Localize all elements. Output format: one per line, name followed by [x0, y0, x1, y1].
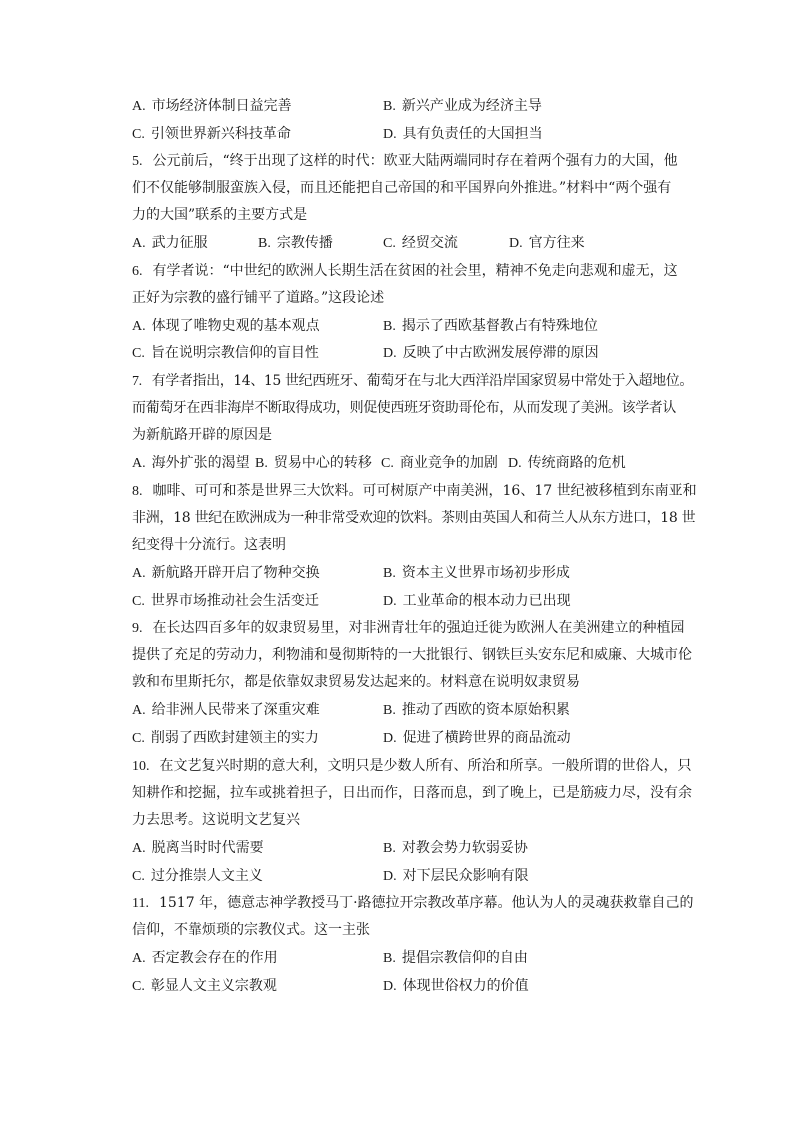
option-text: 过分推崇人文主义 — [150, 868, 263, 884]
option-text: 市场经济体制日益完善 — [151, 98, 292, 114]
option-text: 宗教传播 — [276, 235, 333, 251]
q5-stem-line-2: 们不仅能够制服蛮族入侵，而且还能把自己帝国的和平国界向外推进。”材料中“两个强有 — [132, 180, 672, 196]
q9-stem-line-1 — [132, 618, 702, 639]
q8-option-a: A. 新航路开辟开启了物种交换 — [132, 565, 320, 581]
q10-stem-line-1 — [132, 756, 702, 777]
q4-option-b: B. 新兴产业成为经济主导 — [383, 98, 542, 114]
q9-stem-line-3: 敦和布里斯托尔，都是依靠奴隶贸易发达起来的。材料意在说明奴隶贸易 — [132, 674, 580, 690]
option-text: 对下层民众影响有限 — [402, 868, 529, 884]
q9-stem-line-2: 提供了充足的劳动力，利物浦和曼彻斯特的一大批银行、钢铁巨头安东尼和威廉、大城市伦 — [132, 647, 692, 663]
q7-option-c: C. 商业竞争的加剧 — [381, 455, 498, 471]
option-text: 反映了中古欧洲发展停滞的原因 — [402, 345, 599, 361]
q7-option-d: D. 传统商路的危机 — [508, 455, 626, 471]
option-text: 商业竞争的加剧 — [399, 455, 498, 471]
q8-stem-line-2: 非洲，18 世纪在欧洲成为一种非常受欢迎的饮料。茶则由英国人和荷兰人从东方进口，18 世 — [132, 510, 696, 526]
option-text: 传统商路的危机 — [527, 455, 626, 471]
question-number: 9. — [132, 621, 143, 636]
question-number: 6. — [132, 264, 143, 279]
option-text: 世界市场推动社会生活变迁 — [150, 593, 319, 609]
q11-option-c: C. 彰显人文主义宗教观 — [132, 978, 277, 994]
option-text: 引领世界新兴科技革命 — [150, 126, 291, 142]
option-text: 揭示了西欧基督教占有特殊地位 — [401, 318, 598, 334]
q6-option-b: B. 揭示了西欧基督教占有特殊地位 — [383, 318, 598, 334]
option-text: 给非洲人民带来了深重灾难 — [151, 702, 320, 718]
option-text: 彰显人文主义宗教观 — [150, 978, 277, 994]
option-text: 新航路开辟开启了物种交换 — [151, 565, 320, 581]
q6-option-d: D. 反映了中古欧洲发展停滞的原因 — [383, 345, 599, 361]
option-text: 推动了西欧的资本原始积累 — [401, 702, 570, 718]
question-text: 有学者指出，14、15 世纪西班牙、葡萄牙在与北大西洋沿岸国家贸易中常处于入超地位。 — [151, 373, 693, 389]
question-number: 7. — [132, 374, 142, 389]
q4-option-a: A. 市场经济体制日益完善 — [132, 98, 292, 114]
q9-option-b: B. 推动了西欧的资本原始积累 — [383, 702, 570, 718]
option-text: 削弱了西欧封建领主的实力 — [150, 730, 319, 746]
option-text: 否定教会存在的作用 — [151, 950, 278, 966]
q5-option-c: C. 经贸交流 — [383, 235, 458, 251]
option-text: 体现世俗权力的价值 — [402, 978, 529, 994]
q9-option-d: D. 促进了横跨世界的商品流动 — [383, 730, 571, 746]
q5-stem-line-1 — [132, 151, 702, 172]
question-text: 咖啡、可可和茶是世界三大饮料。可可树原产中南美洲，16、17 世纪被移植到东南亚和 — [152, 483, 697, 499]
option-text: 工业革命的根本动力已出现 — [402, 593, 571, 609]
q8-option-c: C. 世界市场推动社会生活变迁 — [132, 593, 319, 609]
question-text: 有学者说：“中世纪的欧洲人长期生活在贫困的社会里，精神不免走向悲观和虚无，这 — [152, 263, 678, 279]
q5-option-a: A. 武力征服 — [132, 235, 208, 251]
q7-option-a: A. 海外扩张的渴望 — [132, 455, 250, 471]
q8-stem-line-3: 纪变得十分流行。这表明 — [132, 537, 286, 553]
q7-stem-line-3: 为新航路开辟的原因是 — [132, 427, 272, 443]
q9-option-c: C. 削弱了西欧封建领主的实力 — [132, 730, 319, 746]
option-text: 海外扩张的渴望 — [151, 455, 250, 471]
q4-option-d: D. 具有负责任的大国担当 — [383, 126, 543, 142]
q8-stem-line-1 — [132, 481, 702, 502]
question-number: 10. — [132, 759, 150, 774]
option-text: 资本主义世界市场初步形成 — [401, 565, 570, 581]
q10-option-b: B. 对教会势力软弱妥协 — [383, 840, 528, 856]
q10-option-c: C. 过分推崇人文主义 — [132, 868, 263, 884]
q4-option-c: C. 引领世界新兴科技革命 — [132, 126, 291, 142]
q10-option-a: A. 脱离当时时代需要 — [132, 840, 264, 856]
q6-stem-line-1 — [132, 261, 702, 282]
option-text: 旨在说明宗教信仰的盲目性 — [150, 345, 319, 361]
option-text: 贸易中心的转移 — [273, 455, 372, 471]
q5-option-d: D. 官方往来 — [509, 235, 585, 251]
q11-option-d: D. 体现世俗权力的价值 — [383, 978, 529, 994]
option-text: 脱离当时时代需要 — [151, 840, 264, 856]
q10-option-d: D. 对下层民众影响有限 — [383, 868, 529, 884]
q7-option-b: B. 贸易中心的转移 — [255, 455, 372, 471]
option-text: 提倡宗教信仰的自由 — [401, 950, 528, 966]
q10-stem-line-2: 知耕作和挖掘，拉车或挑着担子，日出而作，日落而息，到了晚上，已是筋疲力尽，没有余 — [132, 785, 692, 801]
q11-stem-line-1 — [132, 893, 702, 914]
question-text: 公元前后，“终于出现了这样的时代：欧亚大陆两端同时存在着两个强有力的大国，他 — [152, 153, 678, 169]
question-number: 11. — [132, 896, 149, 911]
q11-option-b: B. 提倡宗教信仰的自由 — [383, 950, 528, 966]
q5-stem-line-3: 力的大国”联系的主要方式是 — [132, 207, 308, 223]
q8-option-d: D. 工业革命的根本动力已出现 — [383, 593, 571, 609]
option-text: 新兴产业成为经济主导 — [401, 98, 542, 114]
question-text: 在文艺复兴时期的意大利，文明只是少数人所有、所治和所享。一般所谓的世俗人，只 — [159, 758, 692, 774]
option-text: 具有负责任的大国担当 — [402, 126, 543, 142]
q5-option-b: B. 宗教传播 — [258, 235, 333, 251]
option-text: 对教会势力软弱妥协 — [401, 840, 528, 856]
option-text: 经贸交流 — [401, 235, 458, 251]
q6-option-c: C. 旨在说明宗教信仰的盲目性 — [132, 345, 319, 361]
q7-stem-line-1 — [132, 371, 702, 392]
q11-option-a: A. 否定教会存在的作用 — [132, 950, 278, 966]
q6-option-a: A. 体现了唯物史观的基本观点 — [132, 318, 320, 334]
question-text: 在长达四百多年的奴隶贸易里，对非洲青壮年的强迫迁徙为欧洲人在美洲建立的种植园 — [152, 620, 685, 636]
q11-stem-line-2: 信仰，不靠烦琐的宗教仪式。这一主张 — [132, 922, 370, 938]
option-text: 官方往来 — [528, 235, 585, 251]
q7-stem-line-2: 而葡萄牙在西非海岸不断取得成功，则促使西班牙资助哥伦布，从而发现了美洲。该学者认 — [132, 400, 676, 416]
option-text: 武力征服 — [151, 235, 208, 251]
q10-stem-line-3: 力去思考。这说明文艺复兴 — [132, 812, 300, 828]
q8-option-b: B. 资本主义世界市场初步形成 — [383, 565, 570, 581]
question-text: 1517 年，德意志神学教授马丁·路德拉开宗教改革序幕。他认为人的灵魂获救靠自己的 — [158, 895, 694, 911]
option-text: 体现了唯物史观的基本观点 — [151, 318, 320, 334]
q6-stem-line-2: 正好为宗教的盛行铺平了道路。”这段论述 — [132, 290, 385, 306]
option-text: 促进了横跨世界的商品流动 — [402, 730, 571, 746]
q9-option-a: A. 给非洲人民带来了深重灾难 — [132, 702, 320, 718]
question-number: 5. — [132, 154, 143, 169]
question-number: 8. — [132, 484, 143, 499]
